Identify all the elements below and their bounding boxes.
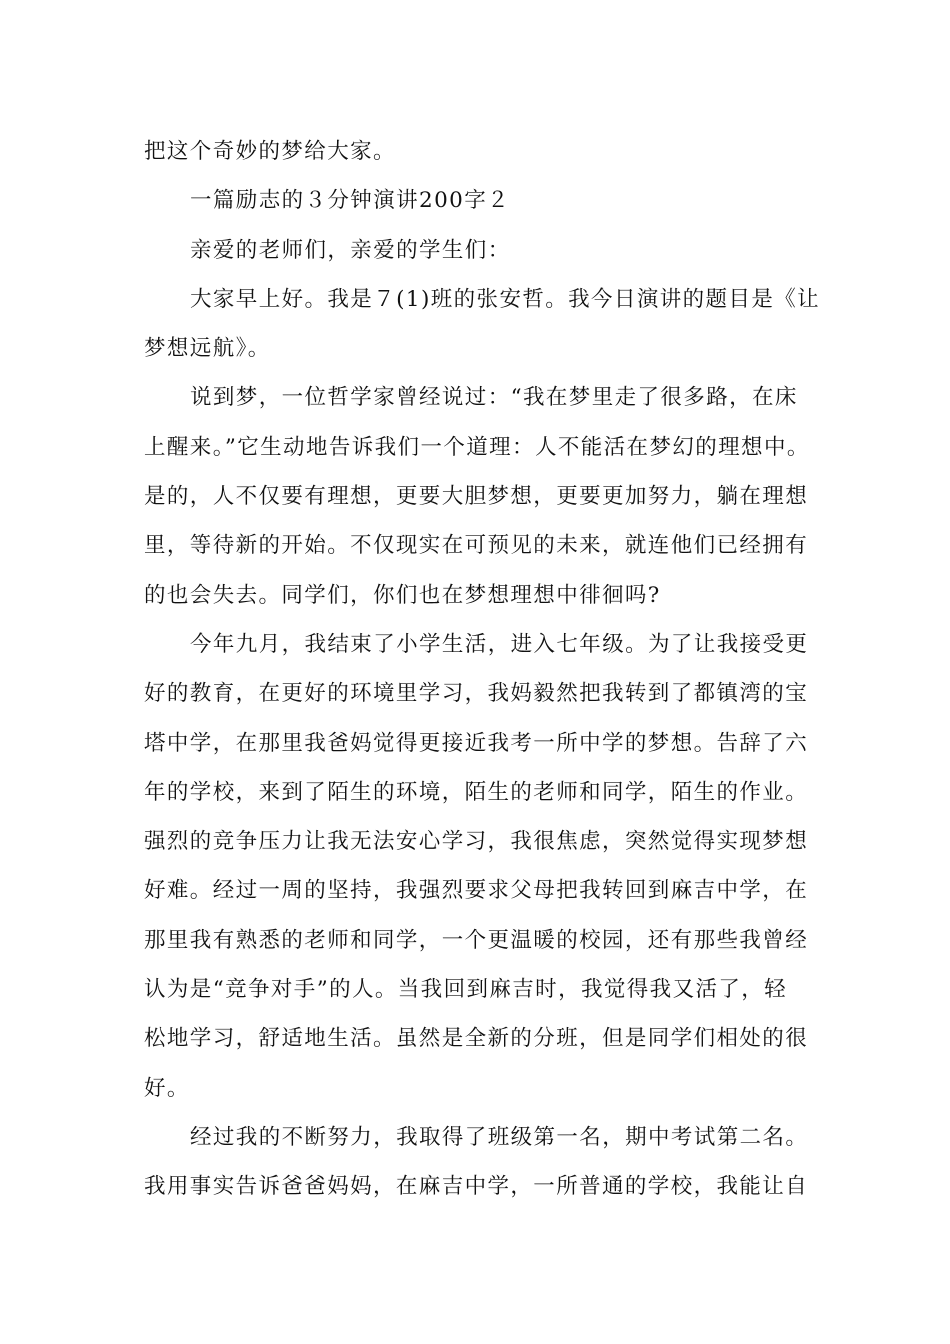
text-line: 好。	[144, 1075, 190, 1101]
text-line: 上醒来。”它生动地告诉我们一个道理：人不能活在梦幻的理想中。	[144, 434, 810, 460]
text-line: 是的，人不仅要有理想，更要大胆梦想，更要更加努力，躺在理想	[144, 484, 809, 510]
section-heading: 一篇励志的３分钟演讲200字２	[190, 188, 511, 214]
text-line: 认为是“竞争对手”的人。当我回到麻吉时，我觉得我又活了，轻	[144, 977, 788, 1003]
text-line: 强烈的竞争压力让我无法安心学习，我很焦虑，突然觉得实现梦想	[144, 829, 809, 855]
salutation: 亲爱的老师们，亲爱的学生们：	[190, 237, 511, 263]
text-line: 松地学习，舒适地生活。虽然是全新的分班，但是同学们相处的很	[144, 1026, 809, 1052]
text-line: 好的教育，在更好的环境里学习，我妈毅然把我转到了都镇湾的宝	[144, 681, 809, 707]
text-line: 我用事实告诉爸爸妈妈，在麻吉中学，一所普通的学校，我能让自	[144, 1174, 809, 1200]
text-line: 梦想远航》。	[144, 336, 271, 362]
text-line: 塔中学，在那里我爸妈觉得更接近我考一所中学的梦想。告辞了六	[144, 730, 809, 756]
text-line: 说到梦，一位哲学家曾经说过：“我在梦里走了很多路，在床	[190, 385, 798, 411]
document-body	[144, 127, 824, 1212]
text-line: 好难。经过一周的坚持，我强烈要求父母把我转回到麻吉中学，在	[144, 878, 809, 904]
text-line: 大家早上好。我是７(1)班的张安哲。我今日演讲的题目是《让	[190, 286, 821, 312]
text-line: 那里我有熟悉的老师和同学，一个更温暖的校园，还有那些我曾经	[144, 927, 809, 953]
text-line: 里，等待新的开始。不仅现实在可预见的未来，就连他们已经拥有	[144, 533, 809, 559]
text-line: 把这个奇妙的梦给大家。	[144, 139, 396, 164]
text-line: 年的学校，来到了陌生的环境，陌生的老师和同学，陌生的作业。	[144, 779, 809, 805]
text-line: 经过我的不断努力，我取得了班级第一名，期中考试第二名。	[190, 1124, 809, 1150]
text-line: 的也会失去。同学们，你们也在梦想理想中徘徊吗?	[144, 582, 661, 608]
text-line: 今年九月，我结束了小学生活，进入七年级。为了让我接受更	[190, 631, 809, 657]
